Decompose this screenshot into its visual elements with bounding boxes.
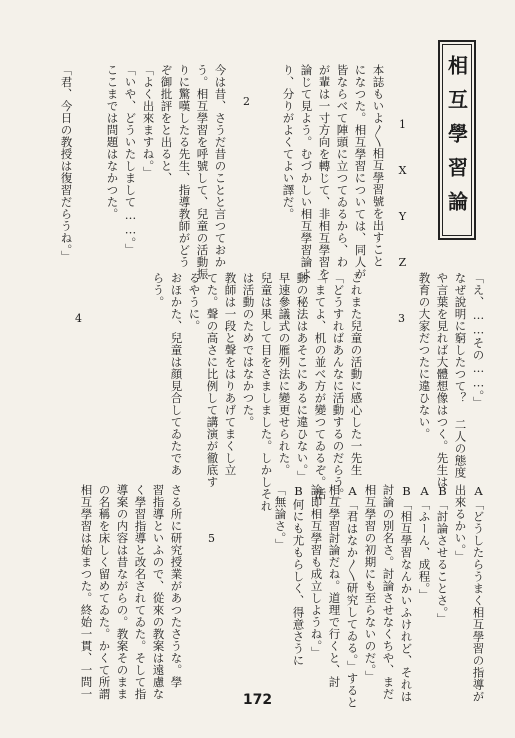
text-column: るやうに。 [187,272,202,332]
text-column: 相互學習の初期にも至らないのだ。」 [363,484,378,683]
section-number-3: 3 [395,312,408,325]
section-number-2: 2 [240,95,253,108]
text-column: てた。聲の高さに比例して講演が徹底す [205,272,220,488]
text-column: の名稱を床しく留めてゐた。かくて所謂 [97,484,112,700]
text-column: 皆ならべて陣頭に立つてゐるから、わ [335,64,350,268]
text-column: A「君はなか〳〵研究してゐる。」すると [345,484,360,709]
text-column: 討論の別名さ。討論させなくちや、まだ [381,484,396,700]
text-column: さる所に研究授業があつたさうな。學 [169,484,184,688]
section-number-5: 5 [205,532,218,545]
text-column: 習指導といふので、從來の教案は遠慮な [151,484,166,700]
text-column: 教育の大家だつたに違ひない。 [417,272,432,440]
text-column: なぜ說明に窮したつて？ 二人の態度 [453,272,468,479]
text-column: おほかた、兒童は顔見合してゐたであ [169,272,184,476]
text-column: 教師は一段と聲をはりあげてまくし立 [223,272,238,476]
text-column: B「相互學習なんかいふけれど、それは [399,484,414,703]
text-column: 今は昔、さうだ昔のことと言つておか [213,64,228,268]
text-column: これまた兒童の活動に感心した一先生 [349,272,364,476]
text-column: A「どうしたらうまく相互學習の指導が [471,484,486,703]
section-number-4: 4 [72,312,85,325]
article-title: 相互學習論 [444,55,469,225]
text-column: 「まてよ、机の並べ方が變つてゐるぞ。活 [313,272,328,500]
page-number: 172 [242,692,273,708]
text-column: 「いや、どういたしまして……。」 [123,64,138,256]
article-title-box [438,40,476,240]
text-column: 出來るかい。」 [453,484,468,563]
text-column: ぞ御批評をと出ると、 [159,64,174,184]
text-column: 「無論さ。」 [273,484,288,551]
text-column: 「君、今日の教授は復習だらうね。」 [59,64,74,263]
text-column: りに驚嘆したる先生、指導教師がどう [177,64,192,268]
text-column: 本誌もいよ〳〵相互學習號を出すこと [371,64,386,268]
text-column: B「討論させることさ。」 [435,484,450,625]
text-column: らう。 [151,272,166,308]
text-column: 兒童は果して目をさましました。しかしそれ [259,272,274,512]
text-column: 動の秘法はあそこにあるに違ひない。」 [295,272,310,483]
section-number-1: 1 X Y Z [396,118,409,279]
text-column: 論じて見よう。むづかしい相互學習論よ [299,64,314,280]
text-column: 論即相互學習も成立しようね。」 [309,484,324,659]
text-column: り、分りがよくてよい譯だ。 [281,64,296,220]
text-column: や言葉を見れば大體想像はつく。先生は [435,272,450,488]
text-column: う。相互學習を呼號して、兒童の活動振 [195,64,210,280]
text-column: が輩は一寸方向を轉じて、非相互學習を [317,64,332,280]
text-column: になつた。相互學習については、同人が [353,64,368,280]
text-column: 「よく出來ますね。」 [141,64,156,179]
text-column: く學習指導と改名されてゐた。そして指 [133,484,148,700]
text-column: 早速參議式の雁列法に變更せられた。 [277,272,292,476]
text-column: 「え、……その……。」 [471,272,486,409]
text-column: 導案の内容は昔ながらの。教案そのまま [115,484,130,700]
text-column: B何にも尤もらしく、得意さうに [291,484,306,667]
text-column: 相互學習は始まつた。終始一貫、一問一 [79,484,94,700]
text-column: A「ふーん、成程。」 [417,484,432,601]
text-column: ここまでは問題はなかつた。 [105,64,120,220]
text-column: は活動のためではなかつた。 [241,272,256,428]
text-column: 相互學習討論だね。道理で行くと、討 [327,484,342,688]
text-column: 「どうすればあんなに活動するのだらう。」 [331,272,346,507]
